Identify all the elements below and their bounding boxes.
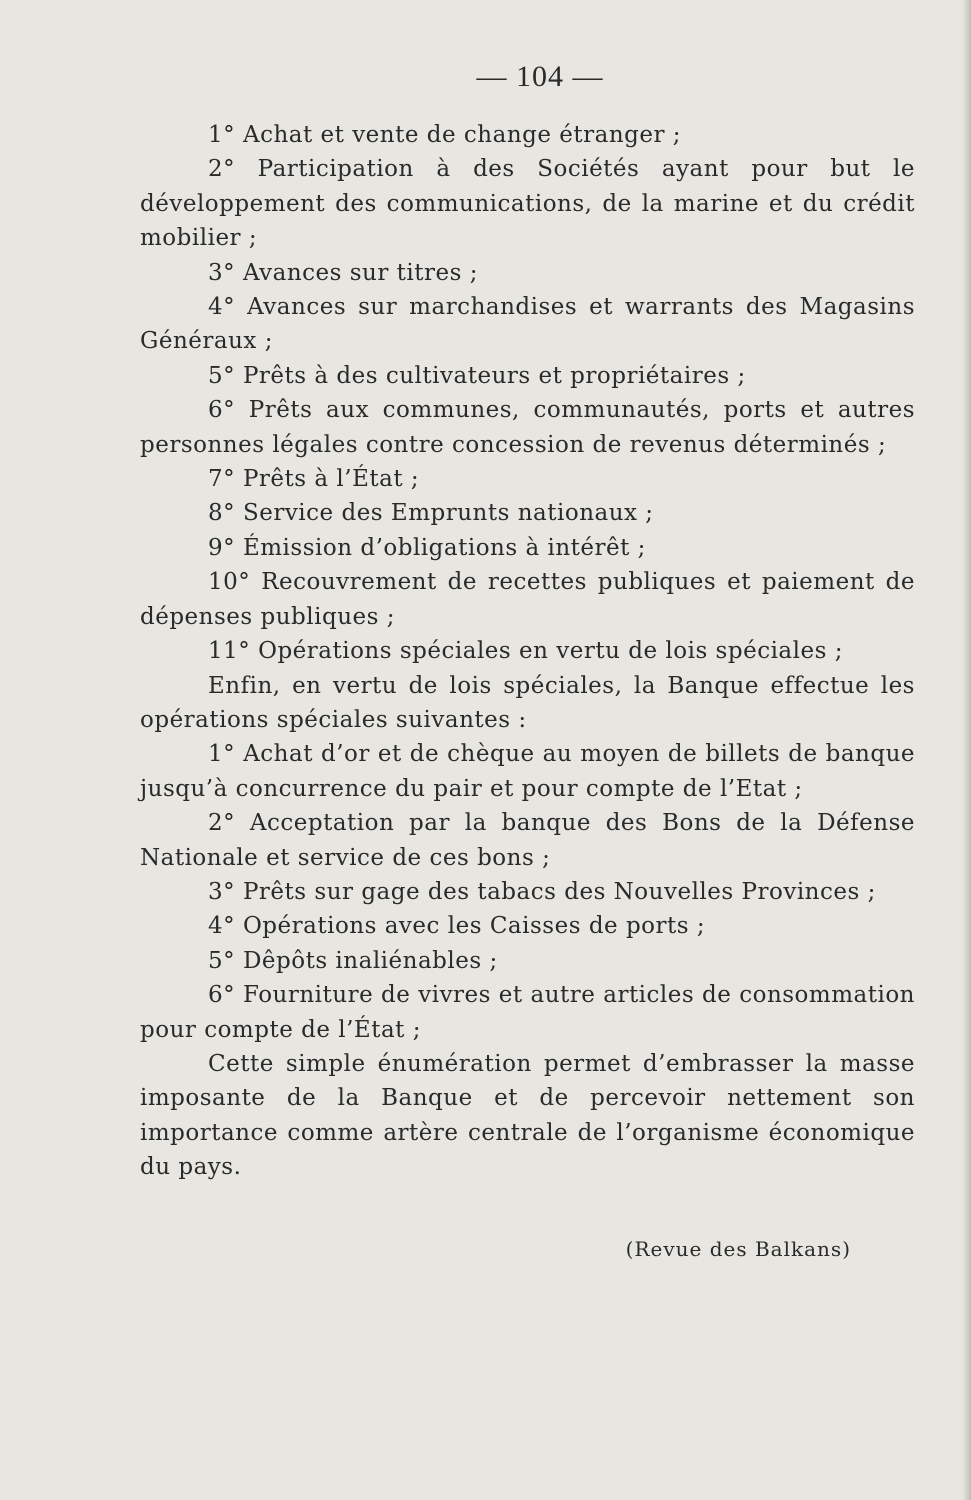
- item-number: 5°: [208, 362, 236, 389]
- paragraph: [140, 806, 915, 875]
- paragraph-text: Émission d’obligations à intérêt ;: [242, 534, 646, 561]
- item-number: 8°: [208, 500, 236, 527]
- paragraph: [140, 565, 915, 634]
- page-edge: [963, 0, 971, 1500]
- paragraph-text: Participation à des Sociétés ayant pour but le développement des communications, de la marine et du crédit mobilier ;: [140, 156, 915, 252]
- paragraph: [140, 393, 915, 462]
- paragraph: [140, 669, 915, 738]
- paragraph-text: Cette simple énumération permet d’embrasser la masse imposante de la Banque et de percevoir nettement son importance comme artère centrale de l’organisme économique du pays.: [140, 1050, 915, 1181]
- paragraph: [140, 496, 915, 530]
- paragraph-text: Prêts à l’État ;: [242, 466, 420, 493]
- item-number: 1°: [208, 122, 236, 148]
- paragraph: [140, 875, 915, 909]
- item-number: 5°: [208, 947, 236, 974]
- paragraph-text: Acceptation par la banque des Bons de la Défense Nationale et service de ces bons ;: [140, 810, 915, 871]
- paragraph-text: Achat d’or et de chèque au moyen de billets de banque jusqu’à concurrence du pair et pour compte de l’Etat ;: [140, 741, 915, 802]
- source-attribution: (Revue des Balkans): [625, 1237, 851, 1261]
- paragraph-text: Opérations spéciales en vertu de lois spéciales ;: [258, 638, 843, 665]
- paragraph: [140, 152, 915, 255]
- paragraph: [140, 531, 915, 565]
- paragraph-text: Prêts à des cultivateurs et propriétaires ;: [242, 362, 746, 389]
- paragraph-text: Service des Emprunts nationaux ;: [242, 500, 654, 527]
- item-number: 2°: [208, 156, 236, 183]
- paragraph: [140, 118, 915, 152]
- paragraph-text: Achat et vente de change étranger ;: [242, 122, 682, 148]
- paragraph: [140, 1047, 915, 1185]
- paragraph-text: Prêts aux communes, communautés, ports et autres personnes légales contre concession de revenus déterminés ;: [140, 397, 915, 458]
- paragraph-text: Prêts sur gage des tabacs des Nouvelles Provinces ;: [242, 878, 876, 905]
- item-number: 9°: [208, 534, 236, 561]
- item-number: 4°: [208, 294, 236, 321]
- body-text: [140, 118, 915, 1185]
- item-number: 7°: [208, 466, 236, 493]
- paragraph: [140, 462, 915, 496]
- paragraph: [140, 290, 915, 359]
- paragraph: [140, 944, 915, 978]
- item-number: 6°: [208, 982, 236, 1009]
- page-number: — 104 —: [476, 60, 604, 93]
- item-number: 2°: [208, 810, 236, 837]
- paragraph-text: Avances sur titres ;: [242, 259, 478, 286]
- item-number: 11°: [208, 638, 251, 665]
- paragraph-text: Recouvrement de recettes publiques et paiement de dépenses publiques ;: [140, 569, 915, 630]
- paragraph-text: Enfin, en vertu de lois spéciales, la Banque effectue les opérations spéciales suivantes :: [140, 672, 915, 733]
- paragraph: [140, 359, 915, 393]
- paragraph-text: Opérations avec les Caisses de ports ;: [242, 913, 706, 940]
- item-number: 3°: [208, 878, 236, 905]
- item-number: 3°: [208, 259, 236, 286]
- item-number: 6°: [208, 397, 236, 424]
- paragraph: [140, 909, 915, 943]
- paragraph: [140, 256, 915, 290]
- item-number: 1°: [208, 741, 236, 768]
- paragraph: [140, 737, 915, 806]
- paragraph: [140, 634, 915, 668]
- paragraph-text: Dêpôts inaliénables ;: [242, 947, 498, 974]
- item-number: 10°: [208, 569, 251, 596]
- paragraph-text: Fourniture de vivres et autre articles de consommation pour compte de l’État ;: [140, 982, 915, 1043]
- item-number: 4°: [208, 913, 236, 940]
- paragraph-text: Avances sur marchandises et warrants des Magasins Généraux ;: [140, 294, 916, 355]
- paragraph: [140, 978, 915, 1047]
